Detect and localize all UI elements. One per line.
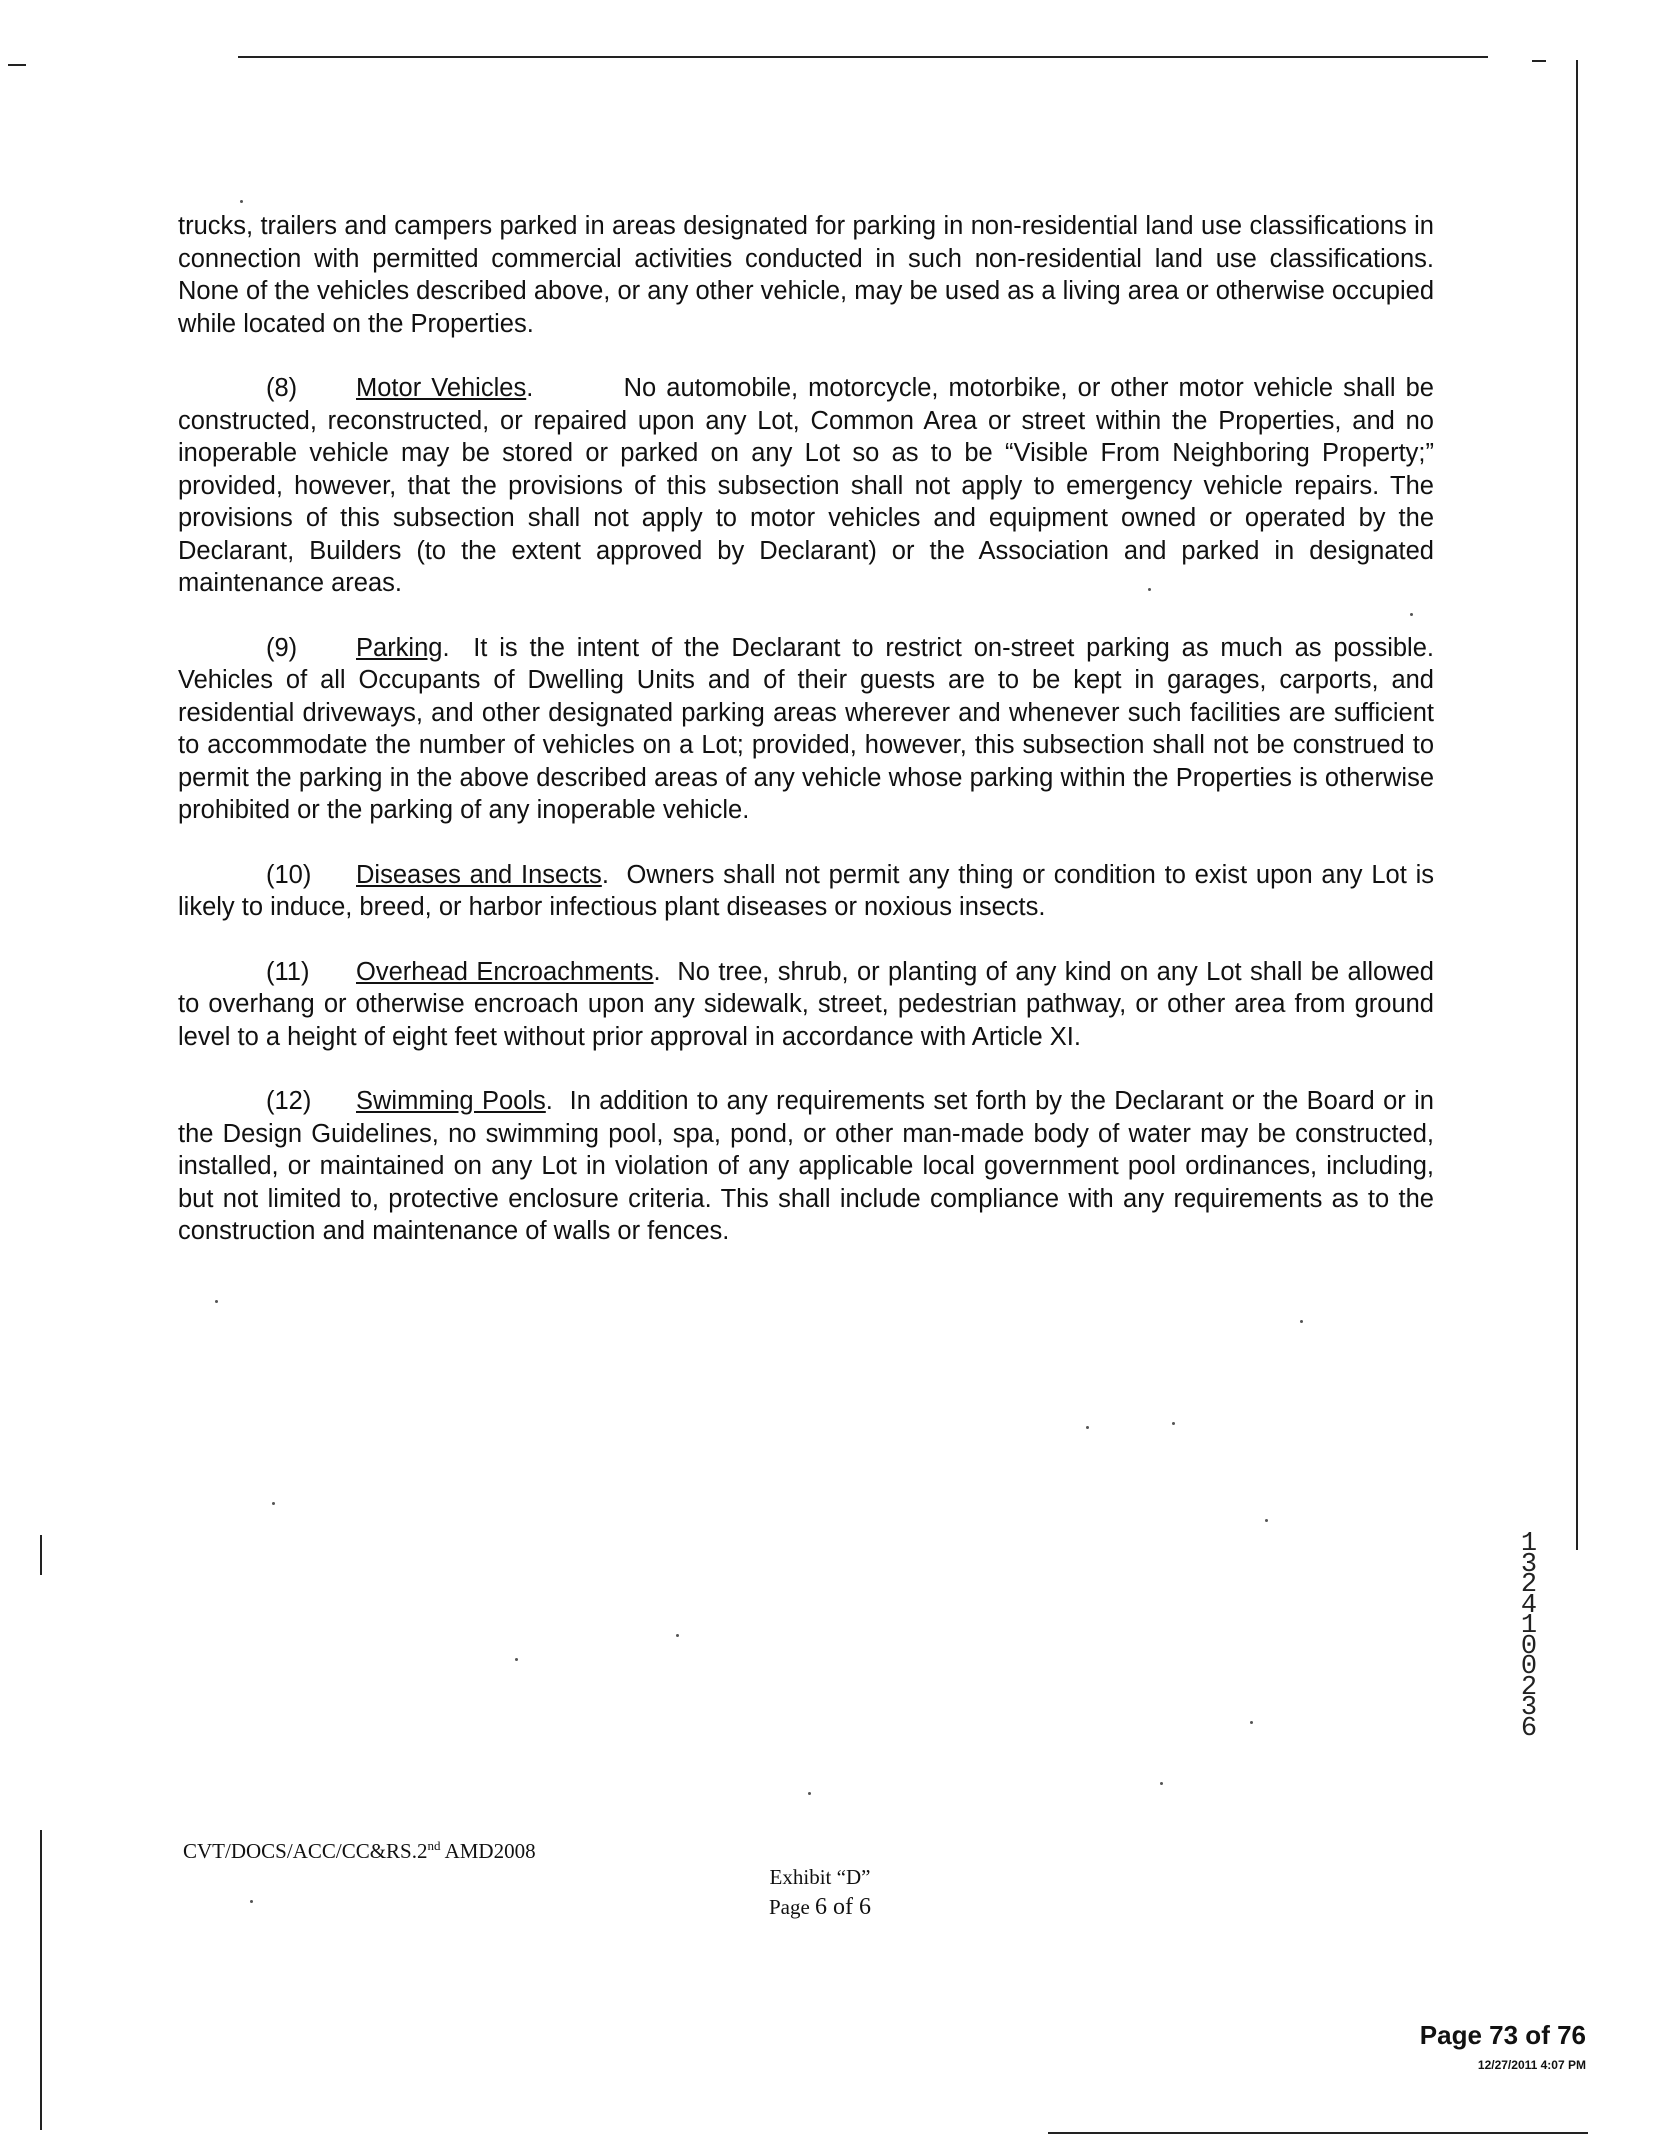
scan-speck [272,1502,275,1505]
exhibit-block [700,1862,940,1922]
right-border-line [1576,60,1578,1550]
exhibit-page-prefix: Page [768,1895,810,1919]
section-title: Swimming Pools [356,1087,546,1115]
section-text: No automobile, motorcycle, motorbike, or other motor vehicle shall be constructed, reconstructed, or repaired upon any Lot, Common Area or street within the Properties, and no inoperable vehicle may be stored or parked on any Lot so as to be “Visible From Neighboring Property;” provided, however, that the provisions of this subsection shall not apply to emergency vehicle repairs. The provisions of this subsection shall not apply to motor vehicles and equipment owned or operated by the Declarant, Builders (to the extent approved by Declarant) or the Association and parked in designated maintenance areas. [178,374,1434,597]
section-number: (10) [266,860,312,889]
section-number: (8) [266,374,298,402]
scan-speck [215,1300,218,1303]
section-number: (12) [266,1087,312,1115]
document-id-superscript: nd [427,1838,441,1853]
scan-speck [250,1900,253,1903]
scan-speck [1160,1782,1163,1785]
section-number: (11) [266,957,310,986]
section-parking: (9) Parking. It is the intent of the Declarant to restrict on-street parking as much as possible. Vehicles of all Occupants of Dwelling Units and of their guests are to be kept in garages, carports, and residential driveways, and other designated parking areas wherever and whenever such facilities are sufficient to accommodate the number of vehicles on a Lot; provided, however, this subsection shall not be construed to permit the parking in the above described areas of any vehicle whose parking within the Properties is otherwise prohibited or the parking of any inoperable vehicle. [178,633,1434,824]
document-body [178,210,1434,1280]
section-title: Overhead Encroachments [356,957,654,986]
opening-paragraph: trucks, trailers and campers parked in areas designated for parking in non-residential land use classifications in connection with permitted commercial activities conducted in such non-residential land use classifications. None of the vehicles described above, or any other vehicle, may be used as a living area or otherwise occupied while located on the Properties. [178,212,1434,338]
left-edge-line [40,1830,42,2130]
section-title: Diseases and Insects [356,860,602,889]
top-right-mark [1532,60,1546,62]
scan-speck [1265,1519,1268,1522]
document-id [183,1838,536,1864]
document-id-prefix: CVT/DOCS/ACC/CC&RS.2 [183,1839,428,1863]
bottom-border-line [1048,2132,1588,2134]
section-number: (9) [266,633,298,662]
recorder-timestamp: 12/27/2011 4:07 PM [1477,2058,1586,2072]
exhibit-page-number: 6 of 6 [815,1894,872,1920]
scan-speck [1086,1426,1089,1429]
exhibit-page [700,1892,940,1922]
recorder-page-count: Page 73 of 76 [1419,2020,1586,2050]
scan-speck [676,1634,679,1637]
scan-speck [1300,1320,1303,1323]
scan-speck [808,1792,811,1795]
section-text: In addition to any requirements set forth by the Declarant or the Board or in the Design Guidelines, no swimming pool, spa, pond, or other man-made body of water may be constructed, installed, or maintained on any Lot in violation of any applicable local government pool ordinances, including, but not limited to, protective enclosure criteria. This shall include compliance with any requirements as to the construction and maintenance of walls or fences. [178,1087,1434,1245]
section-motor-vehicles: (8) Motor Vehicles. No automobile, motorcycle, motorbike, or other motor vehicle shall be constructed, reconstructed, or repaired upon any Lot, Common Area or street within the Properties, and no inoperable vehicle may be stored or parked on any Lot so as to be “Visible From Neighboring Property;” provided, however, that the provisions of this subsection shall not apply to emergency vehicle repairs. The provisions of this subsection shall not apply to motor vehicles and equipment owned or operated by the Declarant, Builders (to the extent approved by Declarant) or the Association and parked in designated maintenance areas. [178,374,1434,597]
left-margin-mark [40,1535,42,1575]
document-id-suffix: AMD2008 [440,1839,536,1863]
section-overhead-encroachments: (11) Overhead Encroachments. No tree, shrub, or planting of any kind on any Lot shall be allowed to overhang or otherwise encroach upon any sidewalk, street, pedestrian pathway, or other area from ground level to a height of eight feet without prior approval in accordance with Article XI. [178,957,1434,1051]
section-title: Motor Vehicles [356,374,527,402]
exhibit-label: Exhibit “D” [769,1865,871,1889]
scan-speck [515,1658,518,1661]
top-border-line [238,56,1488,58]
section-diseases-and-insects: (10) Diseases and Insects. Owners shall not permit any thing or condition to exist upon any Lot is likely to induce, breed, or harbor infectious plant diseases or noxious insects. [178,860,1435,921]
scan-speck [1250,1721,1253,1724]
section-swimming-pools: (12) Swimming Pools. In addition to any requirements set forth by the Declarant or the Board or in the Design Guidelines, no swimming pool, spa, pond, or other man-made body of water may be constructed, installed, or maintained on any Lot in violation of any applicable local government pool ordinances, including, but not limited to, protective enclosure criteria. This shall include compliance with any requirements as to the construction and maintenance of walls or fences. [178,1087,1434,1245]
scan-speck [240,200,243,203]
scan-speck [1172,1422,1175,1425]
recorder-document-number: 1324100236 [1520,1529,1538,1744]
section-text: Owners shall not permit any thing or condition to exist upon any Lot is likely to induce, breed, or harbor infectious plant diseases or noxious insects. [178,860,1435,921]
section-title: Parking [356,633,443,662]
top-left-mark [8,64,26,66]
section-text: It is the intent of the Declarant to restrict on-street parking as much as possible. Vehicles of all Occupants of Dwelling Units and of their guests are to be kept in garages, carports, and residential driveways, and other designated parking areas wherever and whenever such facilities are sufficient to accommodate the number of vehicles on a Lot; provided, however, this subsection shall not be construed to permit the parking in the above described areas of any vehicle whose parking within the Properties is otherwise prohibited or the parking of any inoperable vehicle. [178,633,1434,824]
section-text: No tree, shrub, or planting of any kind on any Lot shall be allowed to overhang or otherwise encroach upon any sidewalk, street, pedestrian pathway, or other area from ground level to a height of eight feet without prior approval in accordance with Article XI. [178,957,1434,1051]
